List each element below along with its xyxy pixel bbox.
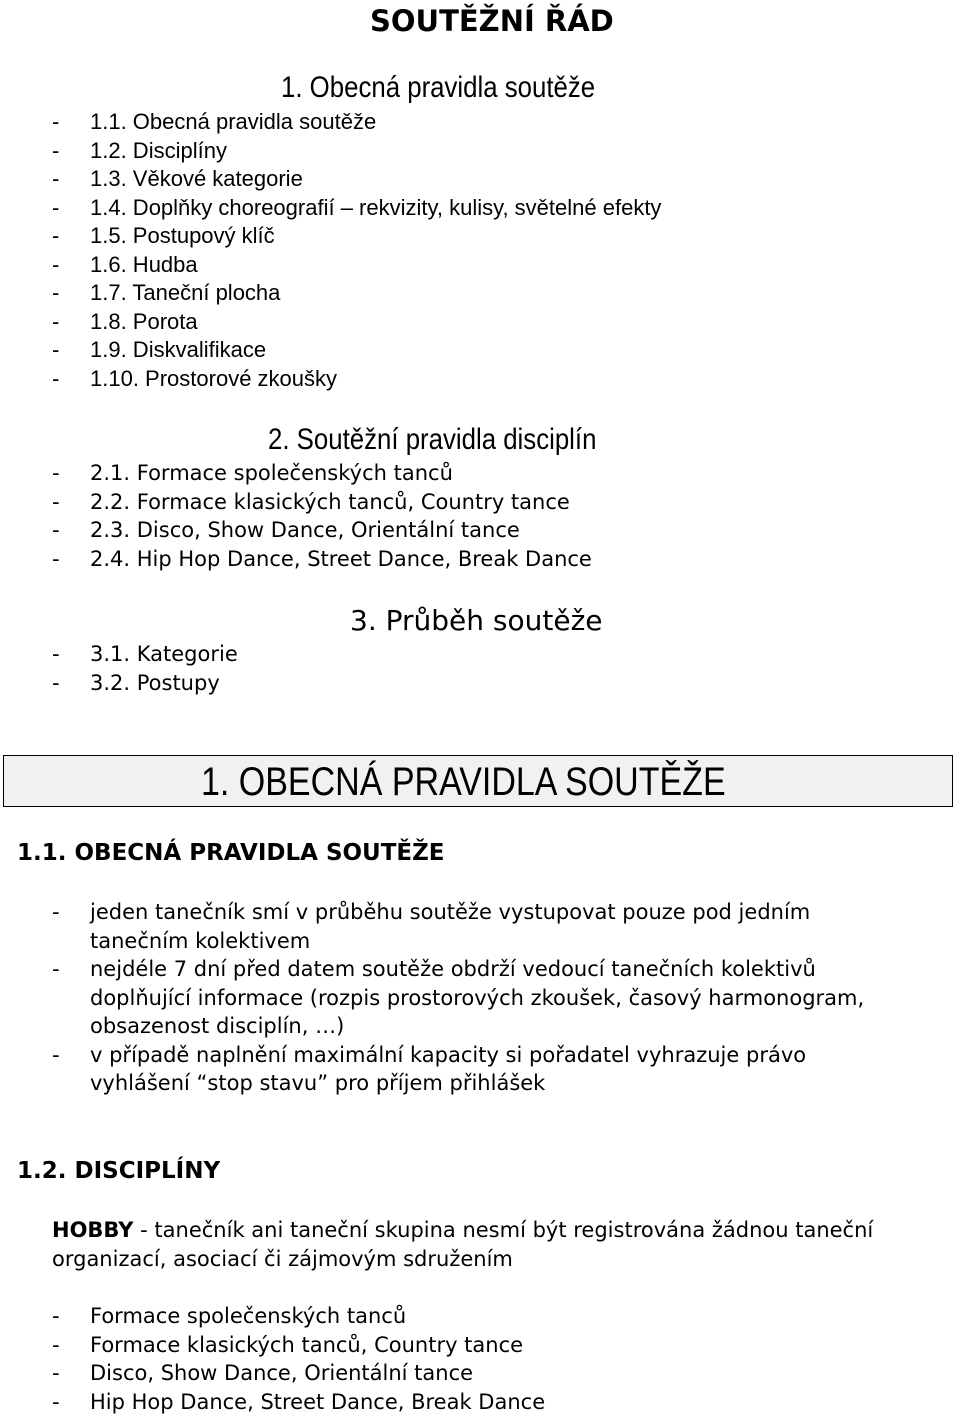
toc-section1-heading: 1. Obecná pravidla soutěže	[281, 71, 596, 104]
toc-item[interactable]: - 2.2. Formace klasických tanců, Country tance	[52, 490, 570, 514]
discipline-item: - Disco, Show Dance, Orientální tance	[52, 1361, 474, 1385]
rule-line: - jeden tanečník smí v průběhu soutěže vystupovat pouze pod jedním	[52, 900, 811, 924]
toc-item[interactable]: - 1.9. Diskvalifikace	[52, 337, 267, 362]
discipline-item: - Hip Hop Dance, Street Dance, Break Dance	[52, 1390, 546, 1414]
discipline-item: - Formace společenských tanců	[52, 1304, 407, 1328]
toc-item[interactable]: - 1.1. Obecná pravidla soutěže	[52, 109, 377, 134]
toc-item[interactable]: - 1.8. Porota	[52, 309, 198, 334]
rule-line: - v případě naplnění maximální kapacity si pořadatel vyhrazuje právo	[52, 1043, 807, 1067]
toc-item[interactable]: - 1.2. Disciplíny	[52, 138, 227, 163]
rule-line-cont: obsazenost disciplín, …)	[90, 1014, 345, 1038]
toc-item[interactable]: - 1.5. Postupový klíč	[52, 223, 275, 248]
hobby-definition-cont: organizací, asociací či zájmovým sdružením	[52, 1247, 513, 1271]
section-banner	[3, 755, 953, 807]
rule-line-cont: tanečním kolektivem	[90, 929, 311, 953]
subsection-1-1-heading: 1.1. OBECNÁ PRAVIDLA SOUTĚŽE	[17, 840, 445, 866]
toc-item[interactable]: - 2.1. Formace společenských tanců	[52, 461, 453, 485]
toc-item[interactable]: - 1.4. Doplňky choreografií – rekvizity, kulisy, světelné efekty	[52, 195, 662, 220]
toc-item[interactable]: - 2.4. Hip Hop Dance, Street Dance, Break Dance	[52, 547, 592, 571]
toc-item[interactable]: - 1.6. Hudba	[52, 252, 198, 277]
toc-item[interactable]: - 1.10. Prostorové zkoušky	[52, 366, 338, 391]
toc-item[interactable]: - 1.7. Taneční plocha	[52, 280, 281, 305]
rule-line-cont: vyhlášení “stop stavu” pro příjem přihlášek	[90, 1071, 546, 1095]
toc-item[interactable]: - 2.3. Disco, Show Dance, Orientální tance	[52, 518, 520, 542]
toc-section3-heading: 3. Průběh soutěže	[350, 604, 603, 637]
hobby-term: HOBBY	[52, 1218, 134, 1242]
hobby-definition: HOBBY - tanečník ani taneční skupina nesmí být registrována žádnou taneční	[52, 1218, 874, 1242]
toc-item[interactable]: - 1.3. Věkové kategorie	[52, 166, 303, 191]
toc-item[interactable]: - 3.1. Kategorie	[52, 642, 238, 666]
section-banner-title: 1. OBECNÁ PRAVIDLA SOUTĚŽE	[201, 760, 726, 804]
toc-item[interactable]: - 3.2. Postupy	[52, 671, 220, 695]
discipline-item: - Formace klasických tanců, Country tance	[52, 1333, 524, 1357]
subsection-1-2-heading: 1.2. DISCIPLÍNY	[17, 1158, 221, 1184]
rule-line-cont: doplňující informace (rozpis prostorových zkoušek, časový harmonogram,	[90, 986, 865, 1010]
rule-line: - nejdéle 7 dní před datem soutěže obdrží vedoucí tanečních kolektivů	[52, 957, 816, 981]
toc-section2-heading: 2. Soutěžní pravidla disciplín	[268, 423, 597, 456]
document-title: SOUTĚŽNÍ ŘÁD	[370, 4, 614, 38]
